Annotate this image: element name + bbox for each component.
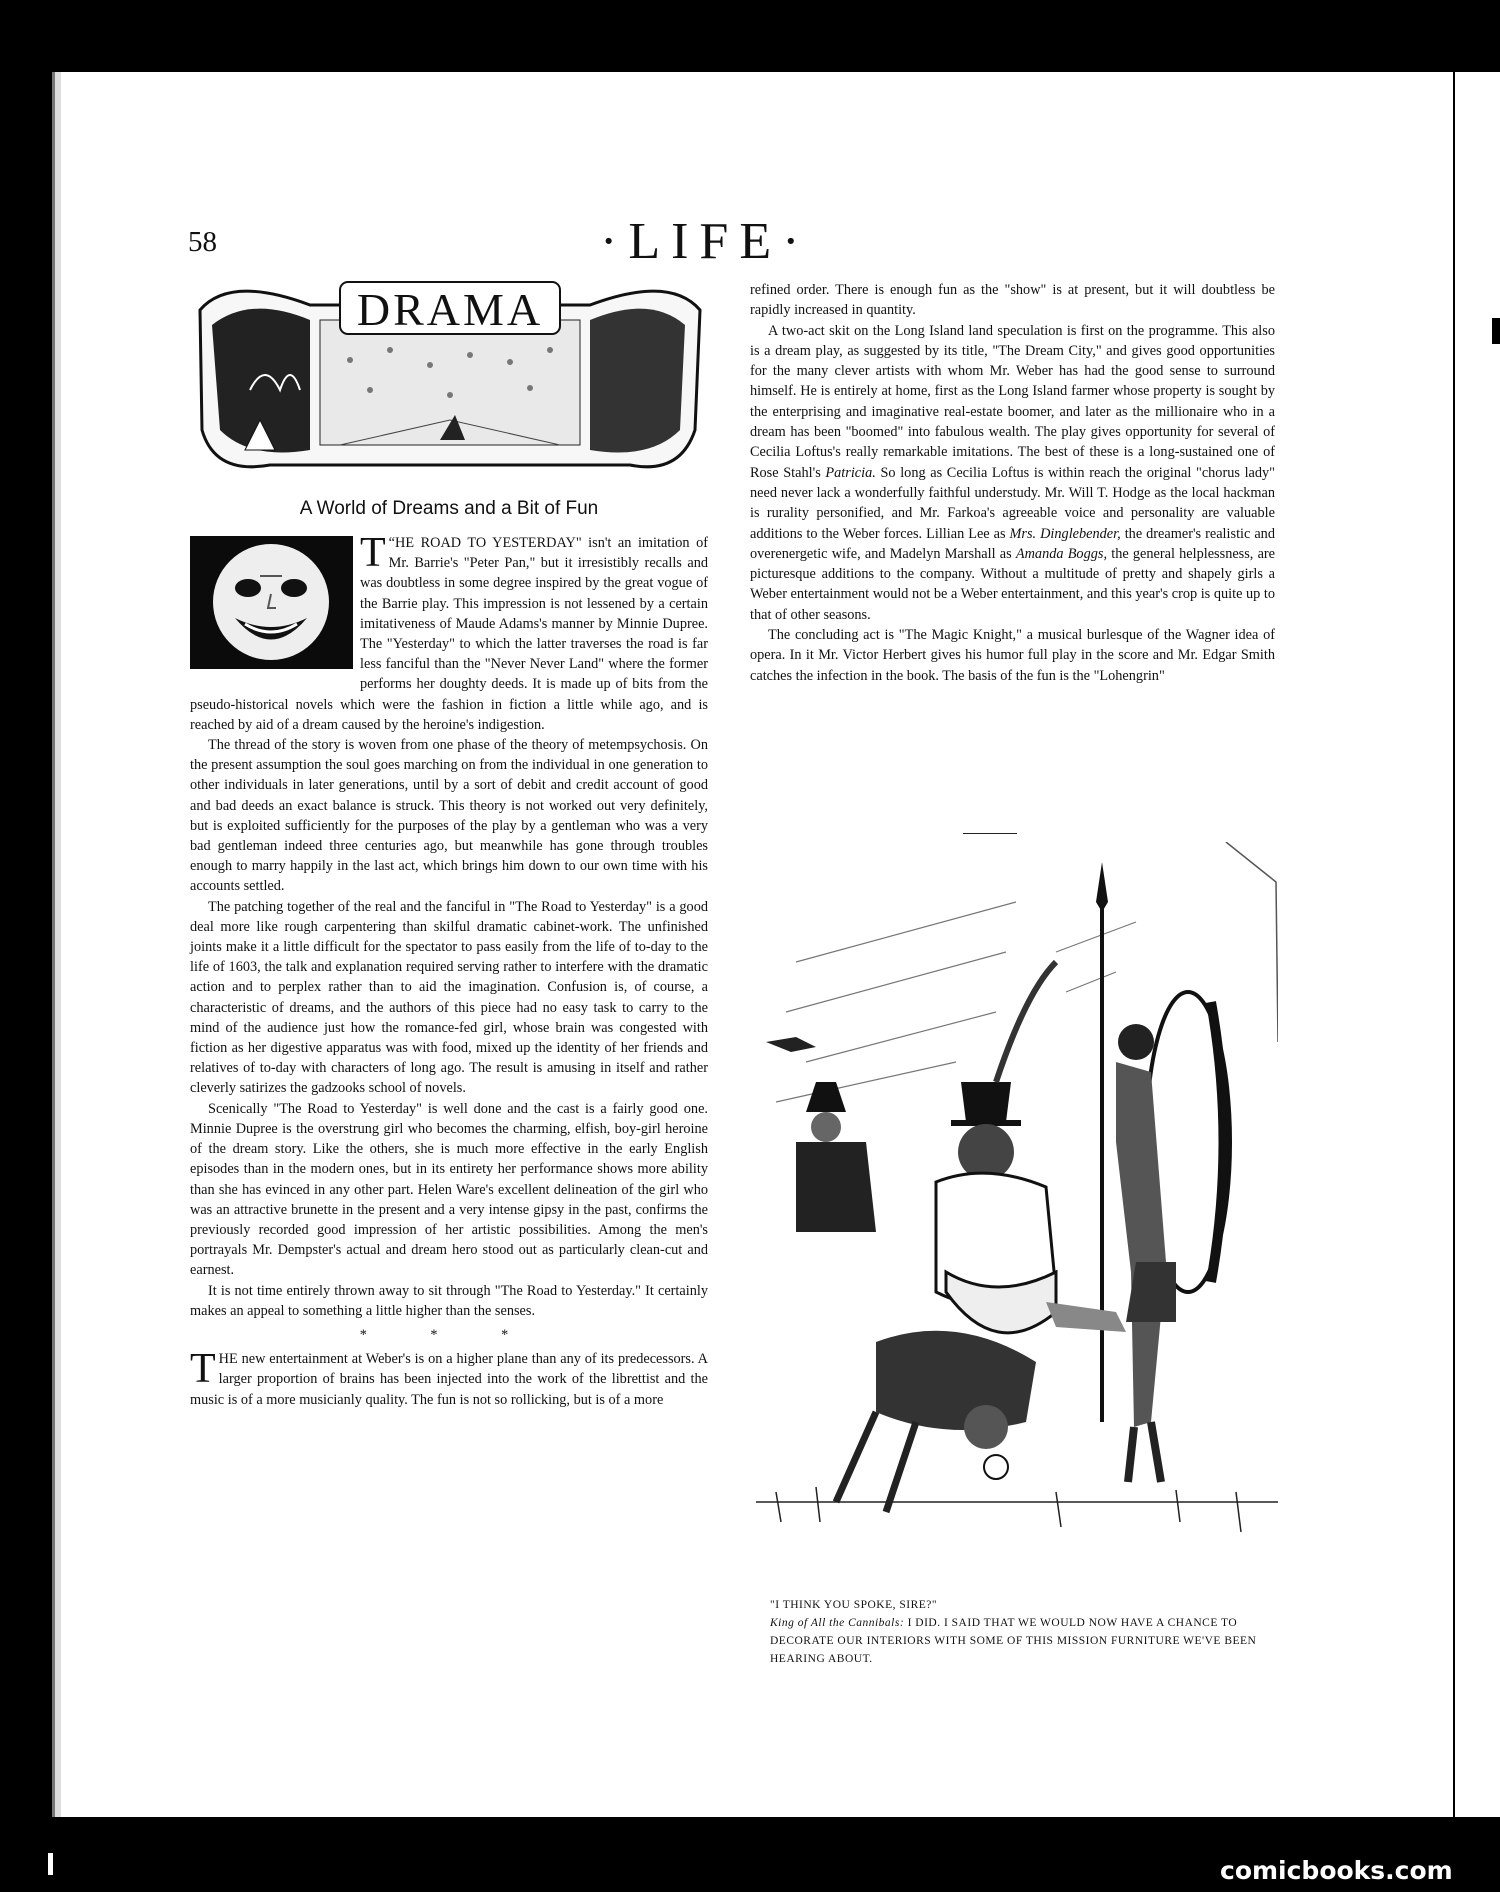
caption-speaker: King of All the Cannibals: [770,1617,905,1629]
caption-reply: I DID. I SAID THAT WE WOULD NOW HAVE A CHANCE TO DECORATE OUR INTERIORS WITH SOME OF THIS MISSION FURNITURE WE'VE BEEN HEARING ABOUT. [770,1617,1257,1665]
paragraph-3: The patching together of the real and the fanciful in "The Road to Yesterday" is a good deal more like rough carpentering than skilful dramatic cabinet-work. The unfinished joints make it a little difficult for the spectator to pass easily from the life of to-day to the life of 1603, the talk and explanation required serving rather to interfere with the dramatic action and to perplex rather than to aid the imagination. Confusion is, of course, a characteristic of dreams, and the authors of this piece had no easy task to carry to the mind of the audience just how the romance-fed girl, whose brain was congested with fiction as her digestive apparatus was with food, mixed up the identity of her friends and relatives of to-day with characters of long ago. The result is amusing in itself and rather cleverly satirizes the gadzooks school of novels. [190,898,708,1097]
paragraph-6-text: HE new entertainment at Weber's is on a higher plane than any of its predecessors. A larger proportion of brains has been injected into the work of the librettist and the music is of a more musicianly quality. The fun is not so rollicking, but is of a more [190,1351,708,1408]
right-paragraph-1: refined order. There is enough fun as the "show" is at present, but it will doubtless be rapidly increased in quantity. [750,282,1275,319]
role-dinglebender: Mrs. Dinglebender, [1009,525,1121,542]
opening-quote: “ [388,535,396,551]
page-number: 58 [188,226,217,258]
next-page-mark [1492,318,1500,344]
paragraph-6 [190,1346,708,1410]
drama-heading: DRAMA [356,284,544,335]
paragraph-2: The thread of the story is woven from one phase of the theory of metempsychosis. On the present assumption the soul goes marching on from the individual in one generation to other individuals in later generations, until by a sort of debit and credit account of good and bad deeds an exact balance is struck. This theory is not worked out very definitely, but is exploited sufficiently for the purposes of the play by a gentleman who was a very bad gentleman indeed three centuries ago, but meanwhile has gone through troubles enough to marry happily in the last act, which brings him down to our own time with his accounts settled. [190,737,708,895]
caption-reply-line [770,1614,1278,1668]
paragraph-5: It is not time entirely thrown away to sit through "The Road to Yesterday." It certainly makes an appeal to something a little higher than the senses. [190,1282,708,1319]
paragraph-1-text: HE ROAD TO YESTERDAY" isn't an imitation of Mr. Barrie's "Peter Pan," but it irresistibly recalls and was doubtless in some degree inspired by the great vogue of the Barrie play. This impression is not lessened by a certain imitativeness of Maude Adams's manner by Minnie Dupree. The "Yesterday" to which the latter traverses the road is far less fanciful than the "Never Never Land" where the former performs her doughty deeds. It is made up of bits from the pseudo-historical novels which were the fashion in fiction a little while ago, and is reached by aid of a dream caused by the heroine's indigestion. [190,535,708,733]
right-paragraph-3: The concluding act is "The Magic Knight," a musical burlesque of the Wagner idea of opera. In it Mr. Victor Herbert gives his humor full play in the score and Mr. Edgar Smith catches the infection in the book. The basis of the fun is the "Lohengrin" [750,627,1275,684]
cannibal-king-cartoon [756,842,1278,1582]
column-rule [963,833,1017,834]
right-paragraph-2-text-b: So long as Cecilia Loftus is within reach the original "chorus lady" need never lack a wonderfully faithful understudy. Mr. Will T. Hodge as the local hackman is rurality personified, and Mr. Farkoa's agreeable voice and personality are valuable additions to the Weber forces. Lillian Lee as [750,464,1276,542]
article-title: A World of Dreams and a Bit of Fun [299,498,599,519]
magazine-title: ·LIFE· [600,213,811,270]
caption-quote: "I THINK YOU SPOKE, SIRE?" [770,1599,938,1611]
watermark-text: comicbooks.com [1220,1856,1453,1885]
scan-edge-mark [48,1853,53,1875]
article-right-column [750,280,1275,686]
dropcap-2: T [190,1346,216,1393]
title-patricia: Patricia. [825,464,876,481]
drama-header-illustration [190,270,708,480]
right-paragraph-2-text: A two-act skit on the Long Island land speculation is first on the programme. This also is a dream play, as suggested by its title, "The Dream City," and gives good opportunities for the many clever artists with whom Mr. Weber has had the good sense to surround himself. He is entirely at home, first as the Long Island farmer whose property is sought by the enterprising and imaginative real-estate boomer, and later as the millionaire who in a dream has been "boomed" into fabulous wealth. The play gives opportunity for several of Cecilia Loftus's really remarkable imitations. The best of these is a long-sustained one of Rose Stahl's [750,322,1275,481]
right-paragraph-2-text-d: the general helplessness, are picturesque additions to the company. Without a multitude of pretty and shapely girls a Weber entertainment would not be a Weber entertainment, and this year's crop is quite up to that of other seasons. [750,545,1276,623]
role-amanda-boggs: Amanda Boggs, [1015,545,1108,562]
right-paragraph-2-text-c: the dreamer's realistic and overenergetic wife, and Madelyn Marshall as [750,525,1275,562]
right-paragraph-2 [750,321,1275,625]
article-left-column [190,530,708,1410]
cartoon-caption [770,1596,1278,1668]
dropcap-1: T [360,530,386,576]
section-break: * * * [359,1326,539,1343]
paragraph-4: Scenically "The Road to Yesterday" is well done and the cast is a fairly good one. Minnie Dupree is the overstrung girl who becomes the charming, elfish, boy-girl heroine of the dream story. Like the others, she is much more effective in the early English episodes than in the modern ones, but in its entirety her performance shows more ability than she has evinced in any other part. Helen Ware's excellent delineation of the girl who was an attractive brunette in the present and a very intense gipsy in the past, confirms the previously recorded good impression of her artistic possibilities. Among the men's portrayals Mr. Dempster's actual and dream hero stood out as particularly clean-cut and earnest. [190,1100,708,1279]
